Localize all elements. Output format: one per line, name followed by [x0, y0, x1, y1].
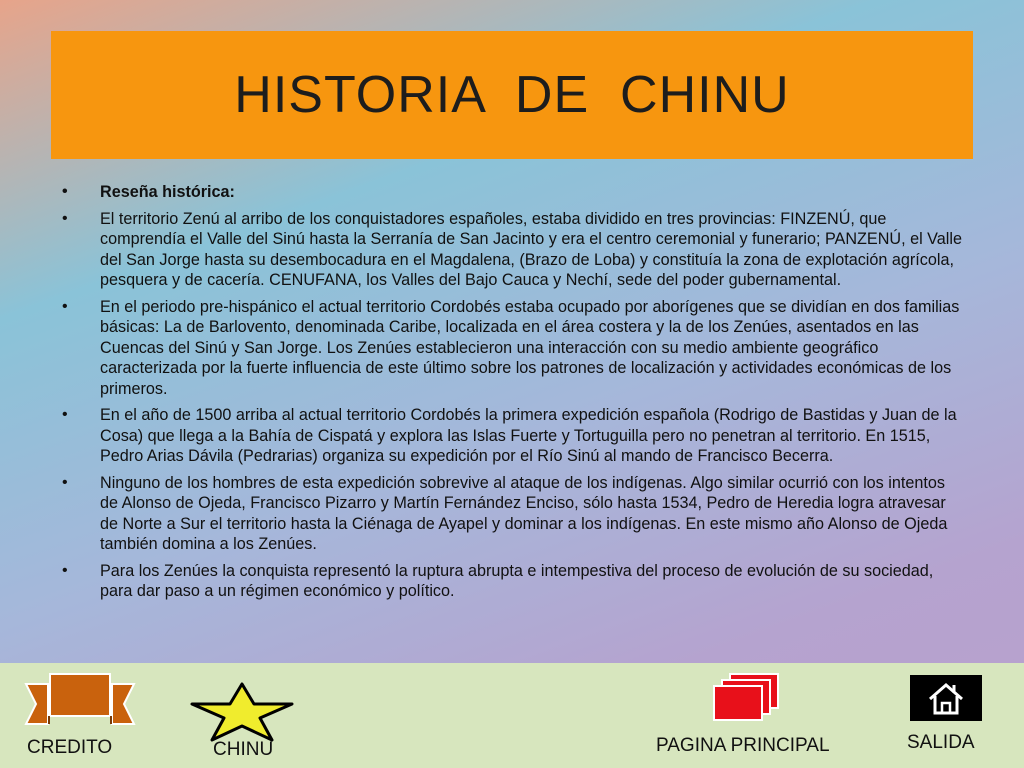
- salida-label[interactable]: SALIDA: [907, 732, 975, 753]
- pagina-principal-label[interactable]: PAGINA PRINCIPAL: [656, 735, 830, 756]
- ribbon-banner-icon: [24, 672, 136, 732]
- page-title: HISTORIA DE CHINU: [234, 66, 790, 124]
- list-item: • El territorio Zenú al arribo de los conquistadores españoles, estaba dividido en tres provincias: FINZENÚ, que comprendía el Valle del Sinú hasta la Serranía de San Jacinto y era el centro ceremonial y funerario; PANZENÚ, el Valle del San Jorge hasta su desembocadura en el Magdalena, (Brazo de Loba) y constituía la zona de explotación agrícola, pesquera y de cacería. CENUFANA, los Valles del Bajo Cauca y Nechí, sede del poder gubernamental.: [62, 209, 962, 291]
- credito-label[interactable]: CREDITO: [27, 737, 113, 758]
- list-item: • Para los Zenúes la conquista representó la ruptura abrupta e intempestiva del proceso de evolución de su sociedad, para dar paso a un régimen económico y político.: [62, 561, 962, 602]
- home-icon: [910, 675, 982, 721]
- title-banner: [51, 31, 973, 159]
- bullet-list: [62, 182, 962, 602]
- credito-button[interactable]: [24, 672, 136, 732]
- list-item: • Reseña histórica:: [62, 182, 962, 203]
- list-item: • En el año de 1500 arriba al actual territorio Cordobés la primera expedición española (Rodrigo de Bastidas y Juan de la Cosa) que llega a la Bahía de Cispatá y explora las Islas Fuerte y Tortuguilla pero no penetran al territorio. En 1515, Pedro Arias Dávila (Pedrarias) organiza su expedición por el Río Sinú al mando de Francisco Becerra.: [62, 405, 962, 467]
- list-item: • Ninguno de los hombres de esta expedición sobrevive al ataque de los indígenas. Algo similar ocurrió con los intentos de Alonso de Ojeda, Francisco Pizarro y Martín Fernández Enciso, sólo hasta 1534, Pedro de Heredia logra atravesar de Norte a Sur el territorio hasta la Ciénaga de Ayapel y dominar a los indígenas. En este mismo año Alonso de Ojeda también domina a los Zenúes.: [62, 473, 962, 555]
- chinu-label[interactable]: CHINU: [213, 739, 274, 760]
- stacked-pages-icon: [708, 672, 784, 724]
- pagina-principal-button[interactable]: [708, 672, 784, 724]
- star-icon: [190, 682, 294, 742]
- footer-nav: [0, 663, 1024, 768]
- list-item: • En el periodo pre-hispánico el actual territorio Cordobés estaba ocupado por aborígenes que se dividían en dos familias básicas: La de Barlovento, denominada Caribe, localizada en el área costera y la de los Zenúes, asentados en las Cuencas del Sinú y San Jorge. Los Zenúes establecieron una interacción con su medio ambiente geográfico caracterizada por la fuerte influencia de este último sobre los patrones de localización y actividades económicas de los primeros.: [62, 297, 962, 400]
- content-area: [62, 182, 962, 608]
- salida-button[interactable]: [910, 675, 982, 721]
- chinu-button[interactable]: [190, 682, 294, 742]
